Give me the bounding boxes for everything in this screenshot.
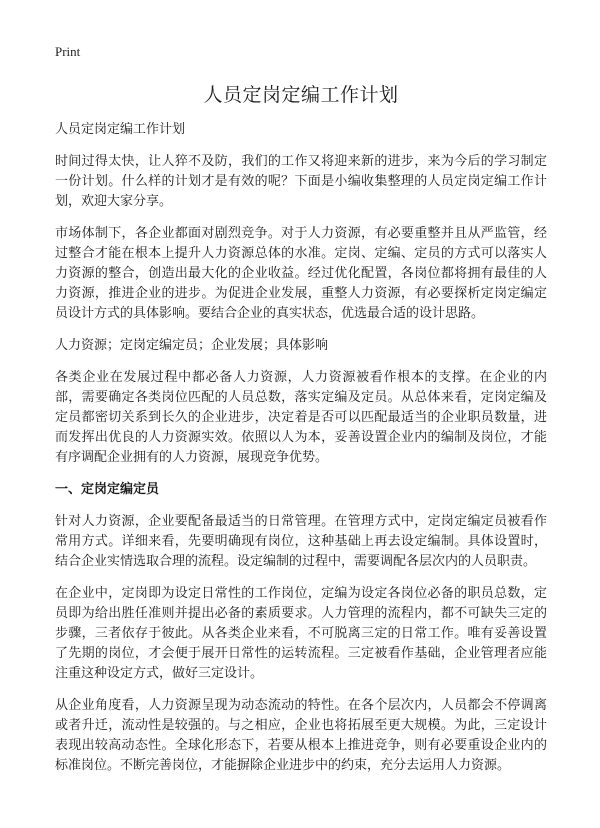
section-paragraph: 针对人力资源，企业要配备最适当的日常管理。在管理方式中，定岗定编定员被看作常用方式。详细来看，先要明确现有岗位，这种基础上再去设定编制。具体设置时，结合企业实情选取合理的流程。设定编制的过程中，需要调配各层次内的人员职责。 [55,514,547,569]
document-subtitle: 人员定岗定编工作计划 [55,122,186,137]
section-heading: 一、定岗定编定员 [55,482,160,497]
keywords-paragraph: 人力资源；定岗定编定员；企业发展；具体影响 [55,338,329,353]
intro-paragraph: 时间过得太快，让人猝不及防，我们的工作又将迎来新的进步，来为今后的学习制定一份计划。什么样的计划才是有效的呢？下面是小编收集整理的人员定岗定编工作计划，欢迎大家分享。 [55,154,547,209]
background-paragraph: 各类企业在发展过程中都必备人力资源，人力资源被看作根本的支撑。在企业的内部，需要确定各类岗位匹配的人员总数，落实定编及定员。从总体来看，定岗定编及定员都密切关系到长久的企业进步，决定着是否可以匹配最适当的企业职员数量，进而发挥出优良的人力资源实效。依照以人为本，妥善设置企业内的编制及岗位，才能有序调配企业拥有的人力资源，展现竞争优势。 [55,370,547,465]
page-title: 人员定岗定编工作计划 [203,84,399,106]
print-link[interactable]: Print [55,44,81,59]
section-paragraph: 从企业角度看，人力资源呈现为动态流动的特性。在各个层次内，人员都会不停调离或者升迁，流动性是较强的。与之相应，企业也将拓展至更大规模。为此，三定设计表现出较高动态性。全球化形态下，若要从根本上推进竞争，则有必要重设企业内的标准岗位。不断完善岗位，才能摒除企业进步中的约束，充分去运用人力资源。 [55,698,547,773]
document-content [55,120,547,788]
section-paragraph: 在企业中，定岗即为设定日常性的工作岗位，定编为设定各岗位必备的职员总数，定员即为给出胜任准则并提出必备的素质要求。人力管理的流程内，都不可缺失三定的步骤，三者依存于彼此。从各类企业来看，不可脱离三定的日常工作。唯有妥善设置了先期的岗位，才会便于展开日常性的运转流程。三定被看作基础，企业管理者应能注重这种设定方式，做好三定设计。 [55,586,547,681]
abstract-paragraph: 市场体制下，各企业都面对剧烈竞争。对于人力资源，有必要重整并且从严监管，经过整合才能在根本上提升人力资源总体的水准。定岗、定编、定员的方式可以落实人力资源的整合，创造出最大化的企业收益。经过优化配置，各岗位都将拥有最佳的人力资源，推进企业的进步。为促进企业发展，重整人力资源，有必要探析定岗定编定员设计方式的具体影响。要结合企业的真实状态，优选最合适的设计思路。 [55,226,547,321]
